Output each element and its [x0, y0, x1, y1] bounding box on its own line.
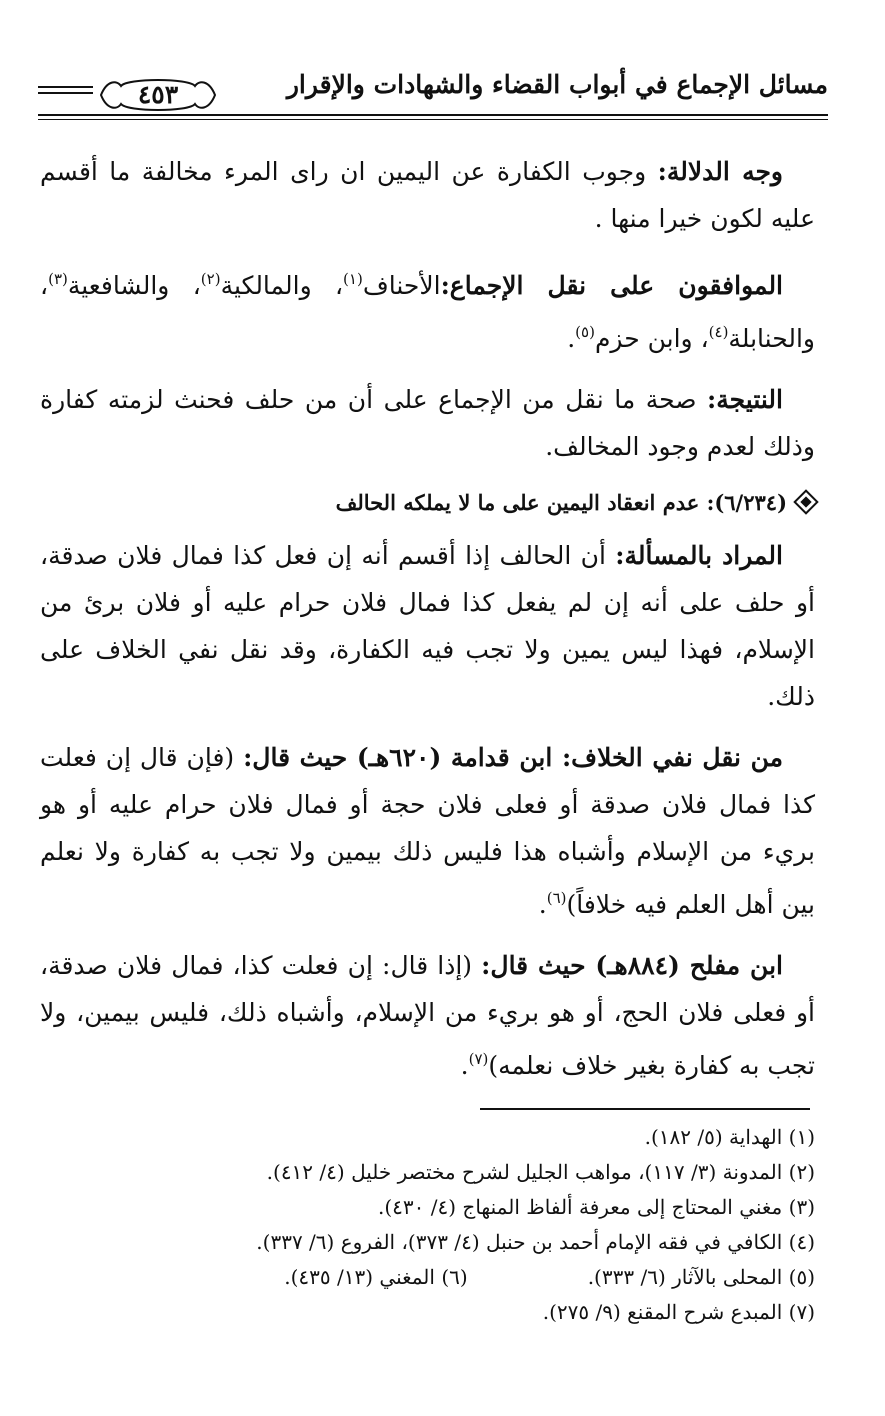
paragraph-meaning: [40, 532, 815, 720]
footnote-marker[interactable]: (٣): [48, 270, 68, 288]
footnote-item: (٥) المحلى بالآثار (٦/ ٣٣٣).: [587, 1265, 815, 1289]
footnote-item: (٣) مغني المحتاج إلى معرفة ألفاظ المنهاج (٤/ ٤٣٠).: [378, 1195, 815, 1219]
page-number: ٤٥٣: [137, 80, 179, 109]
scholar-name: ابن مفلح (٨٨٤هـ) حيث قال:: [481, 951, 783, 980]
page-header: [38, 62, 828, 124]
scholar-ibn-hazm: ، وابن حزم: [594, 324, 709, 353]
footnote-item: (٦) المغني (١٣/ ٤٣٥).: [284, 1265, 468, 1289]
footnotes: [40, 1120, 815, 1330]
paragraph-text: صحة ما نقل من الإجماع على أن من حلف فحنث لزمته كفارة وذلك لعدم وجود المخالف.: [40, 385, 815, 461]
footnote-marker[interactable]: (٥): [575, 323, 595, 341]
footnote-item: (٢) المدونة (٣/ ١١٧)، مواهب الجليل لشرح مختصر خليل (٤/ ٤١٢).: [266, 1160, 815, 1184]
header-rule: [38, 114, 828, 116]
paragraph-lead: المراد بالمسألة:: [615, 541, 783, 570]
school-hanafi: الأحناف: [362, 271, 441, 300]
main-text: [40, 148, 815, 1103]
paragraph-result: [40, 376, 815, 470]
paragraph-lead: من نقل نفي الخلاف:: [561, 743, 783, 772]
paragraph-text: أن الحالف إذا أقسم أنه إن فعل كذا فمال فلان صدقة، أو حلف على أنه إن لم يفعل كذا فمال فلان حرام عليه أو فلان برئ من الإسلام، فهذا ليس يمين ولا تجب فيه الكفارة، وقد نقل نفي الخلاف على ذلك.: [40, 541, 815, 711]
school-maliki: ، والمالكية: [220, 271, 344, 300]
header-ornament-lines: [38, 86, 93, 98]
footnote-separator: [480, 1108, 810, 1110]
footnote-marker[interactable]: (١): [343, 270, 363, 288]
paragraph-ibn-muflih: [40, 942, 815, 1089]
paragraph-text: (إذا قال: إن فعلت كذا، فمال فلان صدقة، أو فعلى فلان الحج، أو هو بريء من الإسلام، وأشباه ذلك، فليس بيمين، ولا تجب به كفارة بغير خلاف نعلمه): [40, 951, 815, 1080]
footnote-marker[interactable]: (٢): [200, 270, 221, 288]
footnote-item: (٧) المبدع شرح المقنع (٩/ ٢٧٥).: [542, 1300, 815, 1324]
footnote-marker[interactable]: (٤): [708, 323, 729, 341]
footnote-row: [40, 1260, 815, 1295]
school-shafii: ، والشافعية: [67, 271, 201, 300]
paragraph-agreeing: [40, 256, 815, 362]
paragraph-lead: الموافقون على نقل الإجماع:: [440, 271, 784, 300]
punctuation: .: [567, 324, 576, 353]
diamond-bullet-icon: [793, 489, 818, 514]
paragraph-evidence: [40, 148, 815, 242]
paragraph-ibn-qudama: [40, 734, 815, 928]
school-hanbali: ، والحنابلة: [40, 271, 815, 353]
issue-heading-text: (٦/٢٣٤): عدم انعقاد اليمين على ما لا يملكه الحالف: [335, 490, 787, 515]
footnote-item: (٤) الكافي في فقه الإمام أحمد بن حنبل (٤/ ٣٧٣)، الفروع (٦/ ٣٣٧).: [256, 1230, 815, 1254]
footnote-item: (١) الهداية (٥/ ١٨٢).: [644, 1125, 815, 1149]
punctuation: .: [460, 1051, 469, 1080]
paragraph-text: (فإن قال إن فعلت كذا فمال فلان صدقة أو فعلى فلان حجة أو فمال فلان حرام عليه أو هو بريء من الإسلام وأشباه هذا فليس ذلك بيمين ولا تجب به كفارة ولا نعلم بين أهل العلم فيه خلافاً): [40, 743, 815, 919]
scholar-name: ابن قدامة (٦٢٠هـ) حيث قال:: [243, 743, 562, 772]
paragraph-text: وجوب الكفارة عن اليمين ان راى المرء مخالفة ما أقسم عليه لكون خيرا منها .: [40, 157, 815, 233]
paragraph-lead: وجه الدلالة:: [657, 157, 784, 186]
footnote-marker[interactable]: (٧): [468, 1050, 489, 1068]
page-number-badge: [93, 74, 223, 116]
punctuation: .: [538, 890, 547, 919]
issue-heading: [40, 484, 815, 522]
footnote-marker[interactable]: (٦): [546, 889, 567, 907]
header-rule-thin: [38, 119, 828, 120]
running-title: مسائل الإجماع في أبواب القضاء والشهادات والإقرار: [286, 70, 828, 99]
paragraph-lead: النتيجة:: [707, 385, 783, 414]
